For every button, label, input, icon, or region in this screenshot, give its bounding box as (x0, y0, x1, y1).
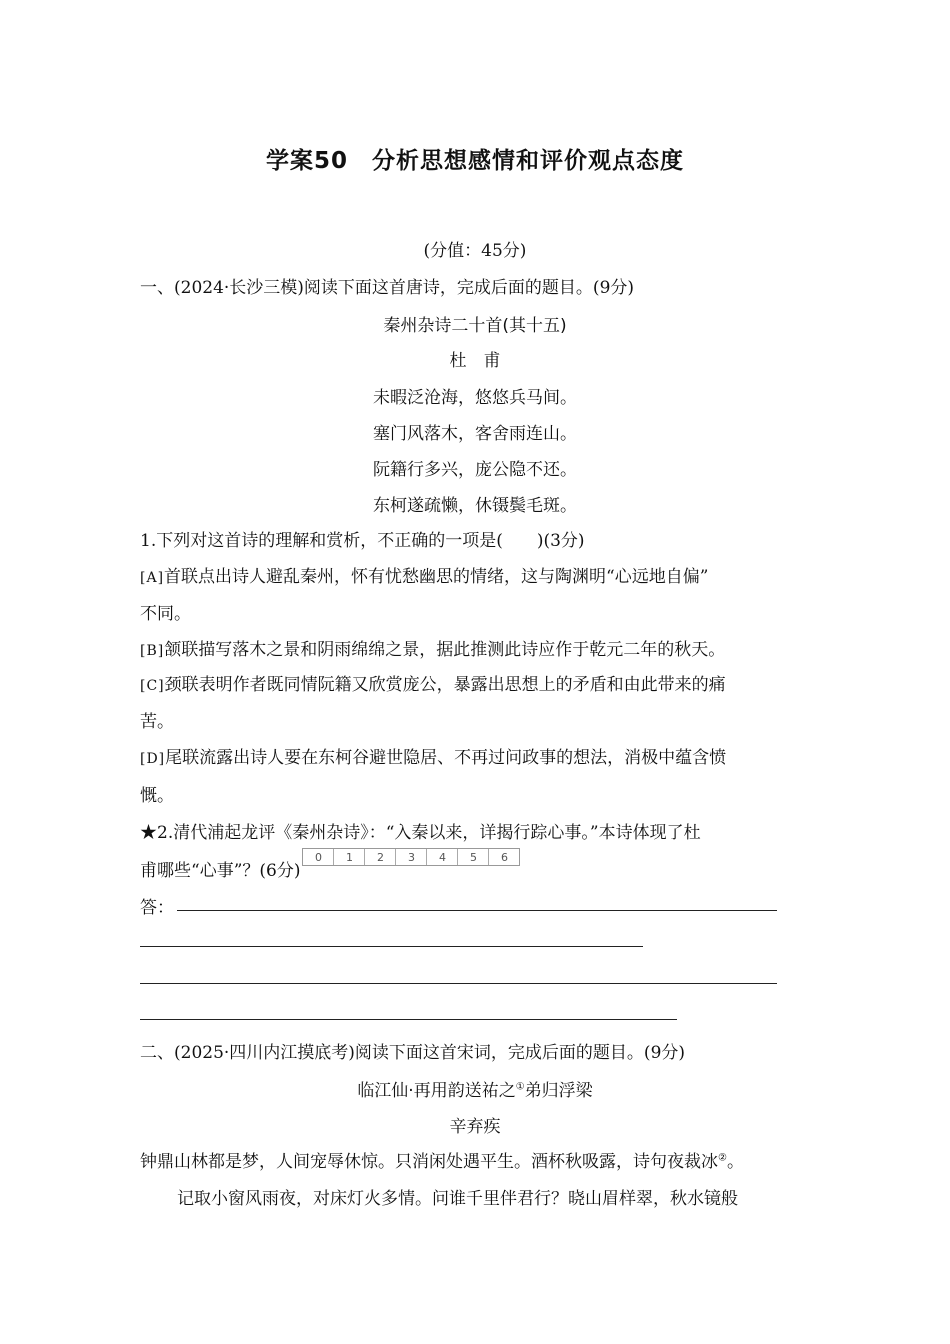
poem2-line-text: 钟鼎山林都是梦，人间宠辱休惊。只消闲处遇平生。酒杯秋吸露，诗句夜裁冰 (140, 1152, 718, 1172)
question-1: 1.下列对这首诗的理解和赏析，不正确的一项是( )(3分) (140, 531, 585, 551)
score-total: (分值：45分) (423, 241, 527, 261)
option-a-text: 首联点出诗人避乱秦州，怀有忧愁幽思的情绪，这与陶渊明“心远地自偏” (164, 567, 709, 587)
poem1-line: 塞门风落木，客舍雨连山。 (373, 424, 577, 444)
question-2-text: 甫哪些“心事”？(6分) (140, 861, 301, 881)
question-2-continued (140, 851, 520, 881)
option-b-text: 颔联描写落木之景和阴雨绵绵之景，据此推测此诗应作于乾元二年的秋天。 (164, 640, 726, 660)
page-title: 学案50 分析思想感情和评价观点态度 (265, 148, 684, 174)
option-a-tag: [A] (140, 570, 165, 586)
option-c-tag: [C] (140, 678, 165, 694)
footnote-marker: ① (515, 1081, 525, 1093)
score-cell[interactable]: 6 (500, 851, 508, 864)
poem1-line: 未暇泛沧海，悠悠兵马间。 (373, 388, 577, 408)
answer-label: 答： (140, 898, 174, 918)
option-d-continued: 慨。 (140, 786, 174, 806)
score-cell[interactable]: 4 (427, 849, 458, 865)
question-2: ★2.清代浦起龙评《秦州杂诗》：“入秦以来，详揭行踪心事。”本诗体现了杜 (140, 823, 701, 843)
option-d-text: 尾联流露出诗人要在东柯谷避世隐居、不再过问政事的想法，消极中蕴含愤 (165, 748, 727, 768)
section2-heading: 二、(2025·四川内江摸底考)阅读下面这首宋词，完成后面的题目。(9分) (140, 1043, 686, 1063)
poem2-line: 记取小窗风雨夜，对床灯火多情。问谁千里伴君行？晓山眉样翠，秋水镜般 (177, 1189, 738, 1209)
option-d-tag: [D] (140, 751, 166, 767)
option-c-text: 颈联表明作者既同情阮籍又欣赏庞公，暴露出思想上的矛盾和由此带来的痛 (164, 675, 726, 695)
option-c-continued: 苦。 (140, 712, 174, 732)
answer-line[interactable] (140, 946, 643, 947)
poem2-author: 辛弃疾 (449, 1117, 501, 1137)
option-a[interactable] (140, 562, 708, 587)
poem2-line-end: 。 (726, 1152, 744, 1172)
option-b-tag: [B] (140, 643, 165, 659)
answer-line[interactable] (140, 983, 777, 984)
score-cell[interactable]: 3 (396, 849, 427, 865)
poem1-line: 东柯遂疏懒，休镊鬓毛斑。 (373, 496, 577, 516)
score-cell[interactable]: 1 (334, 849, 365, 865)
poem1-author: 杜 甫 (449, 351, 501, 371)
score-cell[interactable]: 5 (458, 849, 489, 865)
option-a-continued: 不同。 (140, 604, 191, 624)
answer-line[interactable] (177, 910, 777, 911)
footnote-marker: ② (718, 1152, 727, 1164)
section1-heading: 一、(2024·长沙三模)阅读下面这首唐诗，完成后面的题目。(9分) (140, 278, 635, 298)
poem2-title-part: 临江仙·再用韵送祐之 (357, 1081, 516, 1101)
option-d[interactable] (140, 743, 726, 768)
poem2-title (0, 1076, 950, 1101)
score-cell[interactable]: 0 (303, 849, 334, 865)
poem2-line (140, 1147, 744, 1172)
option-b[interactable] (140, 635, 725, 660)
poem1-title: 秦州杂诗二十首(其十五) (383, 316, 567, 336)
poem1-line: 阮籍行多兴，庞公隐不还。 (373, 460, 577, 480)
poem2-title-part: 弟归浮梁 (524, 1081, 593, 1101)
option-c[interactable] (140, 670, 726, 695)
answer-line[interactable] (140, 1019, 677, 1020)
score-cell[interactable]: 2 (365, 849, 396, 865)
score-grid[interactable] (302, 848, 520, 866)
